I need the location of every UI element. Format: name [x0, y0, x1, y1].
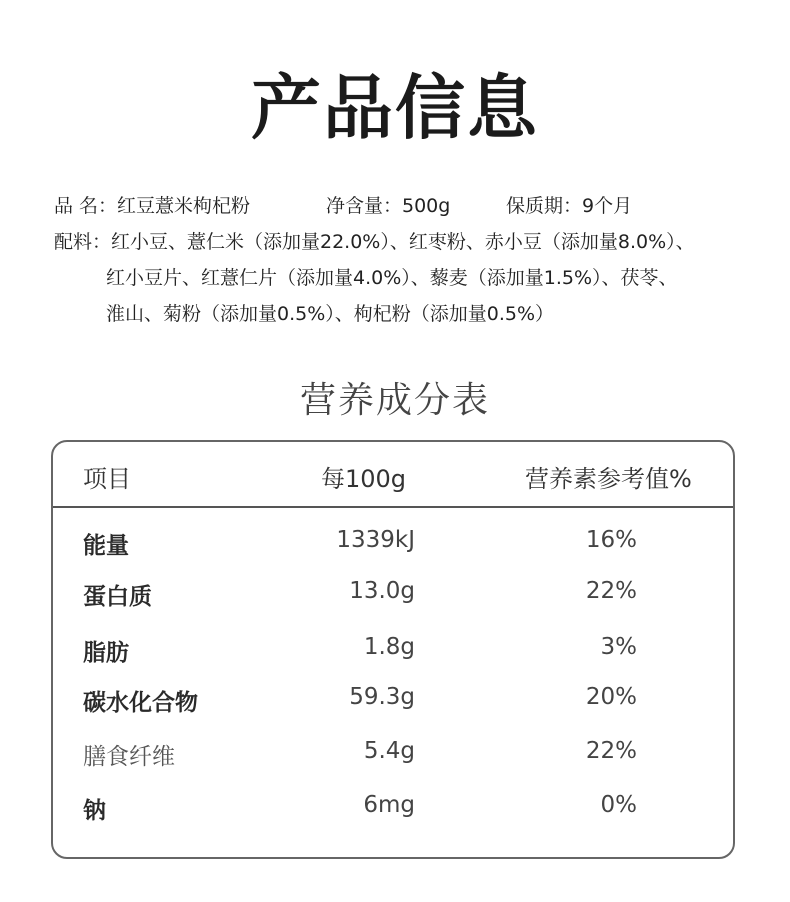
table-header	[53, 442, 733, 508]
row-nrv: 16%	[585, 527, 637, 553]
row-nrv: 22%	[585, 578, 637, 604]
page-title: 产品信息	[251, 67, 539, 149]
row-nrv: 20%	[585, 684, 637, 710]
shelf-life: 保质期：9个月	[506, 195, 633, 217]
row-per100g: 6mg	[363, 792, 415, 818]
ingredients-line-3: 淮山、菊粉（添加量0.5%）、枸杞粉（添加量0.5%）	[106, 303, 555, 325]
ingredients-line-2: 红小豆片、红薏仁片（添加量4.0%）、藜麦（添加量1.5%）、茯苓、	[106, 267, 678, 289]
table-row	[53, 684, 733, 724]
row-item: 蛋白质	[83, 584, 152, 610]
row-per100g: 13.0g	[349, 578, 415, 604]
table-row	[53, 578, 733, 618]
row-item: 碳水化合物	[83, 690, 198, 716]
row-per100g: 1.8g	[363, 634, 415, 660]
product-name: 品 名：红豆薏米枸杞粉	[54, 195, 251, 217]
ingredients-line-1: 配料：红小豆、薏仁米（添加量22.0%）、红枣粉、赤小豆（添加量8.0%）、	[54, 231, 695, 253]
header-nrv: 营养素参考值%	[525, 465, 692, 493]
header-per100g: 每100g	[321, 465, 407, 493]
table-row	[53, 738, 733, 778]
row-item: 能量	[83, 533, 129, 559]
nutrition-table	[51, 440, 735, 859]
table-row	[53, 792, 733, 832]
row-item: 膳食纤维	[83, 744, 175, 770]
row-per100g: 59.3g	[349, 684, 415, 710]
row-per100g: 5.4g	[363, 738, 415, 764]
row-nrv: 3%	[600, 634, 637, 660]
row-per100g: 1339kJ	[336, 527, 415, 553]
product-info	[54, 188, 695, 332]
header-item: 项目	[83, 465, 131, 493]
table-row	[53, 634, 733, 674]
row-nrv: 0%	[600, 792, 637, 818]
product-basic-row	[54, 188, 695, 224]
net-content: 净含量：500g	[326, 195, 451, 217]
row-item: 钠	[83, 798, 106, 824]
nutrition-title: 营养成分表	[299, 380, 490, 421]
row-item: 脂肪	[83, 640, 129, 666]
table-row	[53, 527, 733, 567]
row-nrv: 22%	[585, 738, 637, 764]
